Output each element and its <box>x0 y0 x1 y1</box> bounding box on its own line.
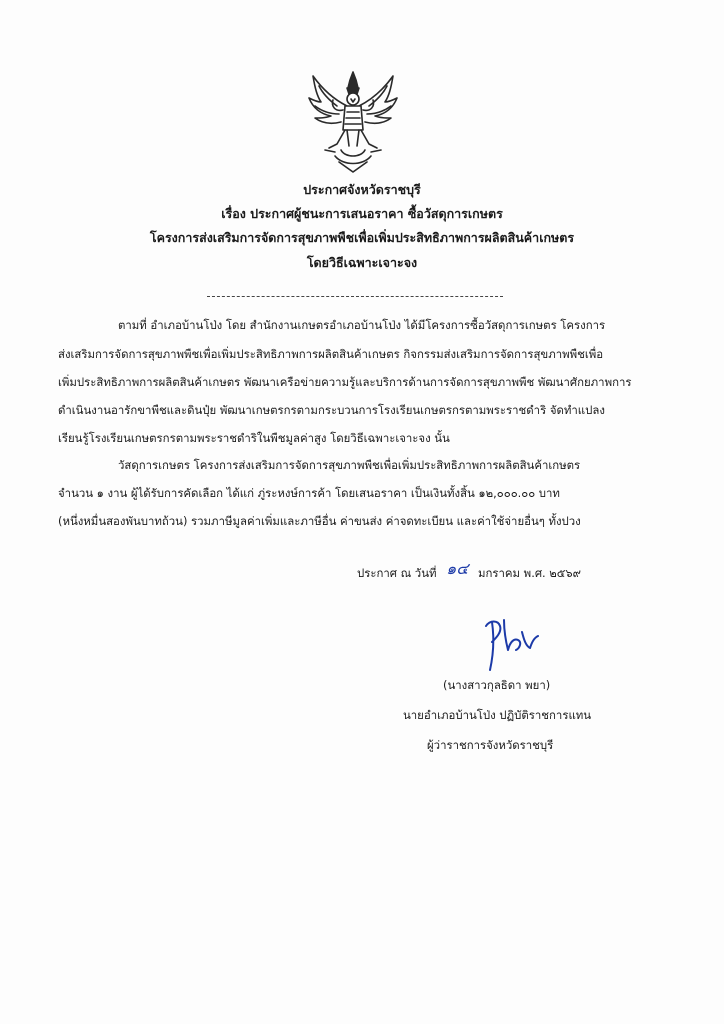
paragraph-line: จำนวน ๑ งาน ผู้ได้รับการคัดเลือก ได้แก่ ภู่ระหงษ์การค้า โดยเสนอราคา เป็นเงินทั้งสิ้น ๑๒,๐๐๐.๐๐ บาท <box>58 486 560 500</box>
paragraph-line: ดำเนินงานอารักขาพืชและดินปุ๋ย พัฒนาเกษตรกรตามกระบวนการโรงเรียนเกษตรกรตามพระราชดำริ จัดทำแปลง <box>58 403 605 417</box>
announce-day: ๑๔ <box>446 559 469 578</box>
heading-subject: เรื่อง ประกาศผู้ชนะการเสนอราคา ซื้อวัสดุการเกษตร <box>221 206 503 221</box>
signatory-name: (นางสาวกุลธิดา พยา) <box>443 678 551 692</box>
paragraph-line: วัสดุการเกษตร โครงการส่งเสริมการจัดการสุขภาพพืชเพื่อเพิ่มประสิทธิภาพการผลิตสินค้าเกษตร <box>118 458 581 472</box>
announce-prefix: ประกาศ ณ วันที่ <box>357 566 437 580</box>
handwritten-signature-icon <box>476 612 546 676</box>
paragraph-line: เรียนรู้โรงเรียนเกษตรกรตามพระราชดำริในพืชมูลค่าสูง โดยวิธีเฉพาะเจาะจง นั้น <box>58 431 450 445</box>
signatory-position: นายอำเภอบ้านโป่ง ปฏิบัติราชการแทน <box>403 708 592 722</box>
announcement-date <box>357 560 581 585</box>
garuda-emblem-icon <box>305 66 401 174</box>
heading-province: ประกาศจังหวัดราชบุรี <box>303 182 421 197</box>
heading-method: โดยวิธีเฉพาะเจาะจง <box>306 255 418 270</box>
dashed-divider <box>207 296 503 297</box>
heading-project: โครงการส่งเสริมการจัดการสุขภาพพืชเพื่อเพิ่มประสิทธิภาพการผลิตสินค้าเกษตร <box>149 230 575 245</box>
announce-month-year: มกราคม พ.ศ. ๒๕๖๙ <box>478 566 581 580</box>
paragraph-line: ส่งเสริมการจัดการสุขภาพพืชเพื่อเพิ่มประสิทธิภาพการผลิตสินค้าเกษตร กิจกรรมส่งเสริมการจัดการสุขภาพพืชเพื่อ <box>58 347 604 361</box>
paragraph-line: (หนึ่งหมื่นสองพันบาทถ้วน) รวมภาษีมูลค่าเพิ่มและภาษีอื่น ค่าขนส่ง ค่าจดทะเบียน และค่าใช้จ่ายอื่นๆ ทั้งปวง <box>58 514 581 528</box>
paragraph-line: ตามที่ อำเภอบ้านโป่ง โดย สำนักงานเกษตรอำเภอบ้านโป่ง ได้มีโครงการซื้อวัสดุการเกษตร โครงการ <box>118 318 606 332</box>
paragraph-line: เพิ่มประสิทธิภาพการผลิตสินค้าเกษตร พัฒนาเครือข่ายความรู้และบริการด้านการจัดการสุขภาพพืช พัฒนาศักยภาพการ <box>58 375 632 389</box>
signatory-title: ผู้ว่าราชการจังหวัดราชบุรี <box>427 738 554 752</box>
